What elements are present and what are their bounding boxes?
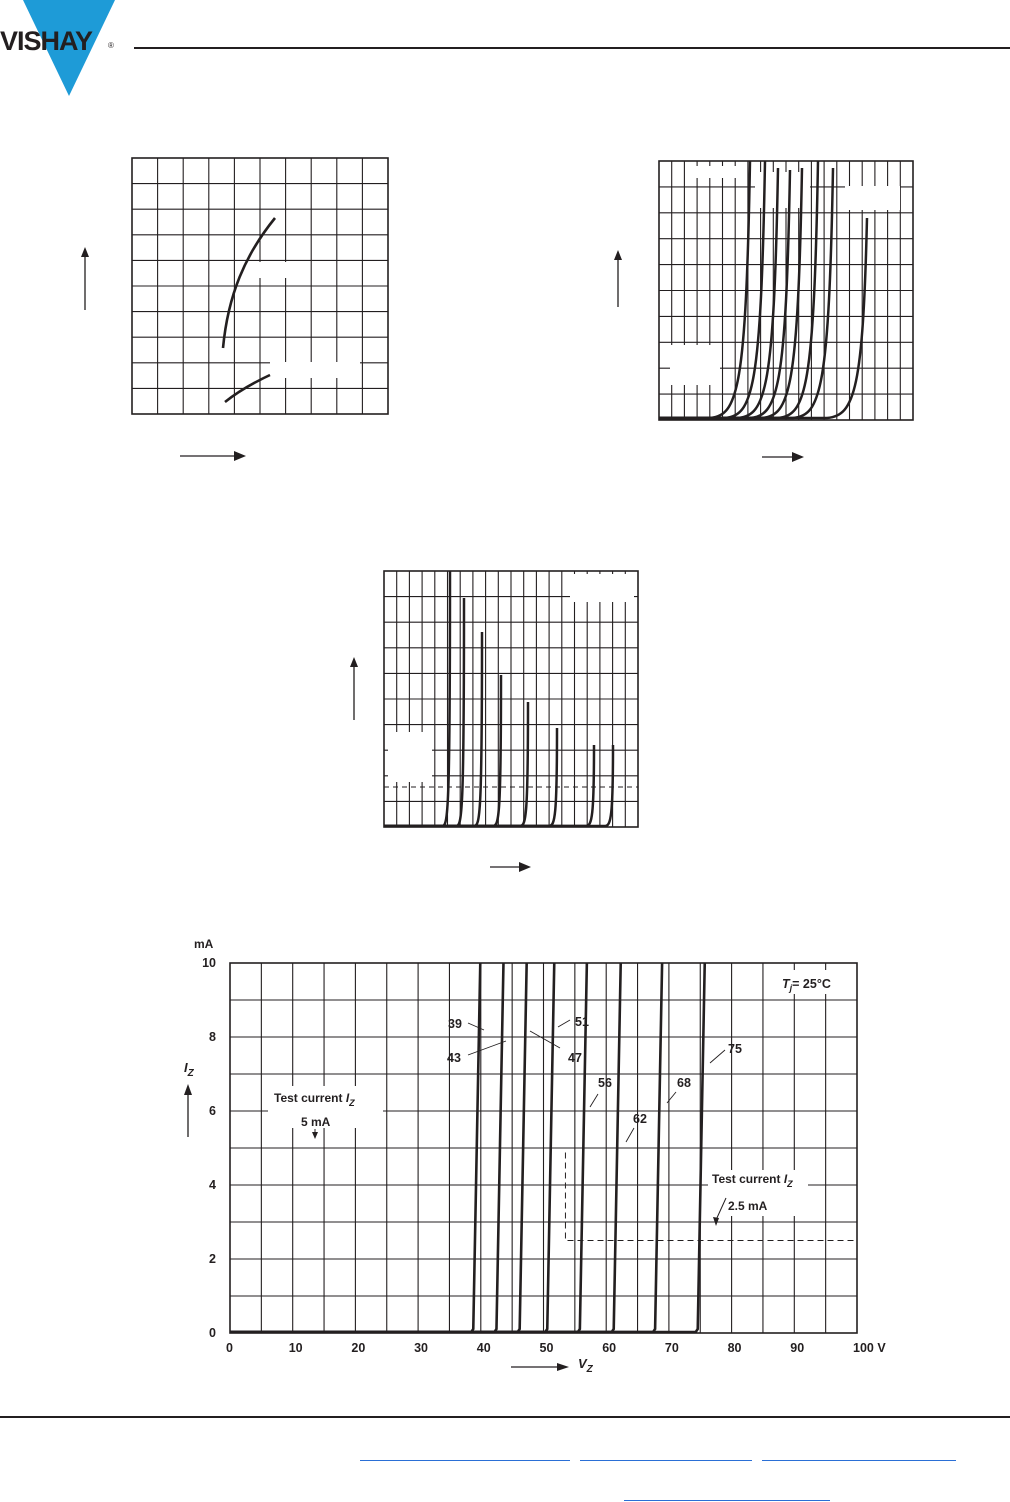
curve-label-56: 56	[598, 1076, 612, 1090]
y-tick-label: 0	[209, 1326, 216, 1340]
x-tick-label: 100 V	[853, 1341, 886, 1355]
y-axis-label: $I_Z$	[184, 1060, 194, 1079]
curve-label-51: 51	[575, 1015, 589, 1029]
x-tick-label: 60	[602, 1341, 617, 1355]
footer-link-4[interactable]	[624, 1500, 830, 1501]
x-axis-arrow	[511, 1363, 569, 1371]
chart-1	[60, 150, 420, 470]
x-tick-label: 0	[226, 1341, 233, 1355]
chart-4	[150, 920, 910, 1390]
x-tick-label: 70	[664, 1341, 679, 1355]
y-tick-label: 6	[209, 1104, 216, 1118]
footer-link-2[interactable]	[580, 1460, 752, 1461]
chart-2	[590, 150, 930, 470]
y-tick-label: 10	[202, 956, 216, 970]
chart-1-y-arrow	[81, 247, 89, 310]
curve-label-75: 75	[728, 1042, 742, 1056]
chart-2-y-arrow	[614, 250, 622, 307]
curve-label-43: 43	[447, 1051, 461, 1065]
curve-label-39: 39	[448, 1017, 462, 1031]
chart-3-grid	[384, 571, 638, 827]
curve-label-leader	[468, 1023, 484, 1030]
curve-label-leader	[626, 1128, 634, 1142]
x-tick-label: 40	[476, 1341, 491, 1355]
header-rule	[134, 47, 1010, 49]
curve-label-47: 47	[568, 1051, 582, 1065]
curve-label-leader	[667, 1092, 676, 1103]
chart-3	[330, 560, 660, 880]
curve-label-leader	[468, 1041, 506, 1055]
x-tick-label: 10	[288, 1341, 303, 1355]
chart-3-x-arrow	[490, 862, 531, 872]
curve-label-leader	[710, 1050, 725, 1063]
chart-2-x-arrow	[762, 452, 804, 462]
x-tick-label: 30	[414, 1341, 429, 1355]
chart-3-y-arrow	[350, 657, 358, 720]
curve-label-leader	[558, 1020, 570, 1027]
curve-label-leader	[590, 1094, 598, 1107]
curve-label-62: 62	[633, 1112, 647, 1126]
test-current-2-label: Test current $I_Z$	[712, 1172, 793, 1189]
curve-label-leader	[530, 1031, 560, 1048]
x-axis-label: $V_Z$	[578, 1356, 593, 1375]
test-current-1-label: Test current $I_Z$	[274, 1091, 355, 1108]
footer-rule	[0, 1416, 1010, 1418]
chart-1-x-arrow	[180, 451, 246, 461]
chart-4-curve-labels	[447, 1015, 742, 1142]
test-current-1-value: 5 mA	[301, 1115, 331, 1129]
footer-link-3[interactable]	[762, 1460, 956, 1461]
chart-1-curve-upper	[223, 218, 275, 348]
logo-text: VISHAY	[0, 26, 93, 56]
x-tick-label: 20	[351, 1341, 366, 1355]
y-axis-arrow	[184, 1084, 192, 1137]
curve-label-68: 68	[677, 1076, 691, 1090]
y-tick-label: 8	[209, 1030, 216, 1044]
y-tick-label: 2	[209, 1252, 216, 1266]
condition-label: $T_j= 25^\circ C$	[782, 977, 831, 993]
x-tick-label: 80	[727, 1341, 742, 1355]
chart-4-tick-labels	[202, 956, 886, 1355]
x-tick-label: 50	[539, 1341, 554, 1355]
test-current-2-value: 2.5 mA	[728, 1199, 768, 1213]
chart-3-curve-2	[384, 598, 464, 826]
y-tick-label: 4	[209, 1178, 216, 1192]
logo-registered: ®	[108, 41, 114, 50]
footer-link-1[interactable]	[360, 1460, 570, 1461]
test-current-1-arrow	[312, 1129, 318, 1139]
x-tick-label: 90	[790, 1341, 805, 1355]
vishay-logo	[0, 0, 130, 100]
y-unit-label: mA	[194, 937, 214, 951]
chart-3-curve-3	[384, 632, 482, 826]
